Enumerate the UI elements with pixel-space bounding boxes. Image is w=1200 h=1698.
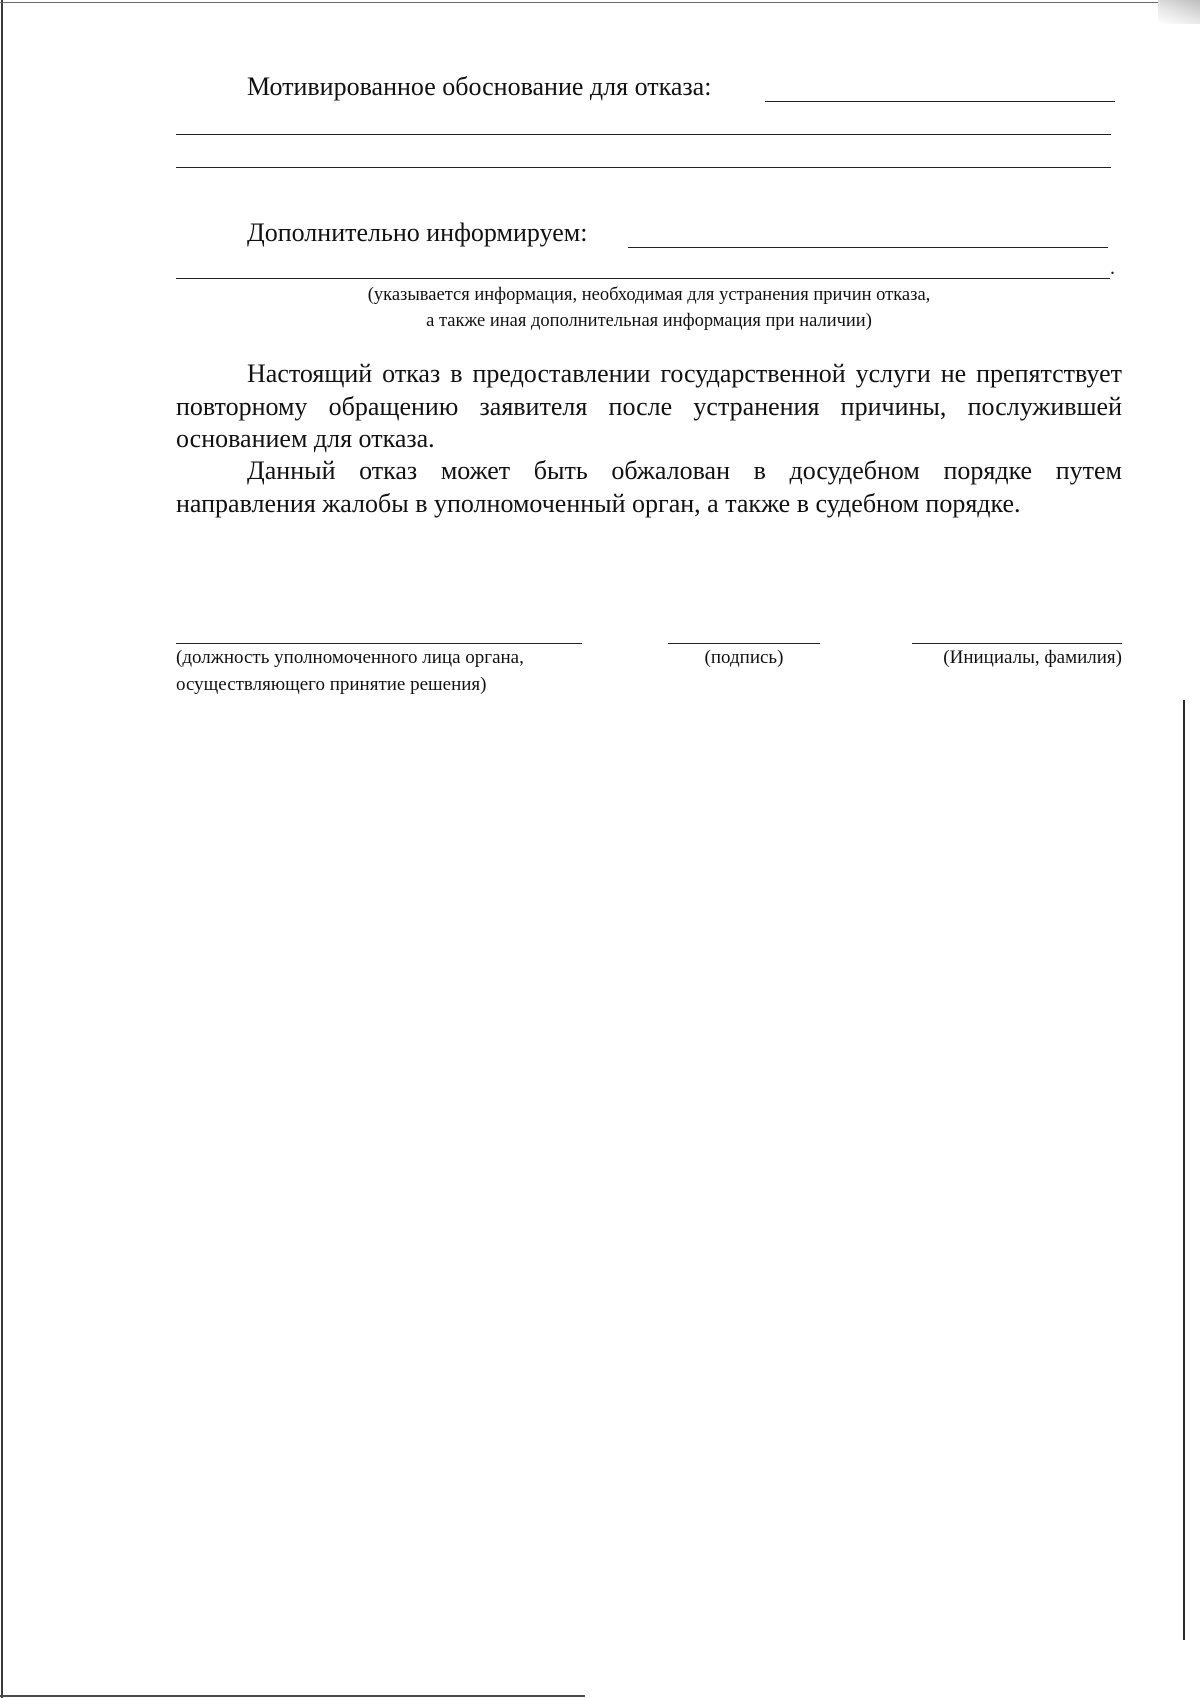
scan-top-edge	[0, 2, 1168, 3]
motivation-fill-line-1[interactable]	[765, 101, 1115, 102]
line-end-dot: .	[1110, 257, 1115, 279]
name-signature-line[interactable]	[912, 643, 1122, 644]
name-caption: (Инициалы, фамилия)	[943, 647, 1122, 668]
position-caption-line-1: (должность уполномоченного лица органа,	[176, 647, 524, 668]
additional-info-label: Дополнительно информируем:	[247, 218, 588, 247]
additional-info-note-line-1: (указывается информация, необходимая для устранения причин отказа,	[367, 285, 931, 305]
position-signature-line[interactable]	[176, 643, 582, 644]
additional-info-note-line-2: а также иная дополнительная информация при наличии)	[426, 311, 872, 331]
scan-left-edge	[1, 0, 3, 1698]
scan-bottom-edge	[0, 1695, 585, 1697]
additional-info-fill-line-1[interactable]	[628, 247, 1108, 248]
signature-line[interactable]	[668, 643, 820, 644]
scan-folded-corner	[1158, 0, 1200, 24]
refusal-paragraph: Настоящий отказ в предоставлении государственной услуги не препятствует повторному обращению заявителя после устранения причины, послужившей основанием для отказа.	[176, 359, 1122, 453]
additional-info-fill-line-2[interactable]	[176, 278, 1110, 279]
appeal-paragraph: Данный отказ может быть обжалован в досудебном порядке путем направления жалобы в уполномоченный орган, а также в судебном порядке.	[176, 456, 1122, 518]
motivation-fill-line-3[interactable]	[176, 167, 1111, 168]
scan-right-edge	[1183, 700, 1185, 1640]
signature-caption: (подпись)	[704, 647, 784, 668]
motivation-label: Мотивированное обоснование для отказа:	[247, 72, 712, 101]
motivation-fill-line-2[interactable]	[176, 134, 1111, 135]
position-caption-line-2: осуществляющего принятие решения)	[176, 674, 487, 695]
